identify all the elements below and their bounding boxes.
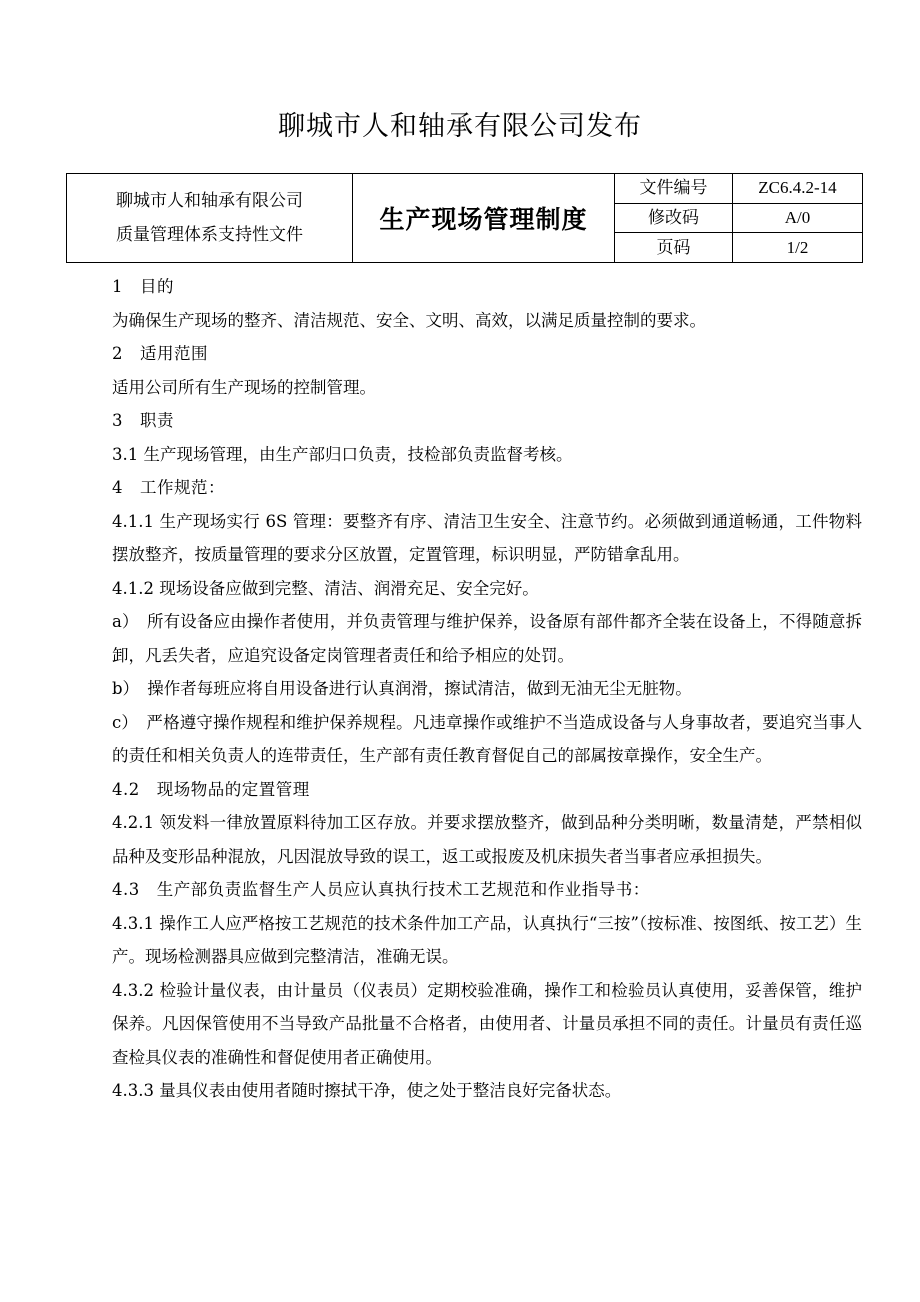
section-heading: 1 目的 bbox=[112, 277, 174, 296]
list-item: a） 所有设备应由操作者使用，并负责管理与维护保养，设备原有部件都齐全装在设备上，不得随意拆卸，凡丢失者，应追究设备定岗管理者责任和给予相应的处罚。 bbox=[112, 612, 862, 665]
company-name: 聊城市人和轴承有限公司 bbox=[116, 191, 303, 211]
publisher-title: 聊城市人和轴承有限公司发布 bbox=[278, 111, 642, 142]
revision-value: A/0 bbox=[733, 203, 863, 233]
page-label: 页码 bbox=[615, 233, 733, 263]
document-title: 生产现场管理制度 bbox=[353, 174, 615, 263]
revision-label: 修改码 bbox=[615, 203, 733, 233]
paragraph: 4.2.1 领发料一律放置原料待加工区存放。并要求摆放整齐，做到品种分类明晰，数量清楚，严禁相似品种及变形品种混放，凡因混放导致的误工，返工或报废及机床损失者当事者应承担损失。 bbox=[112, 813, 862, 866]
paragraph: 3.1 生产现场管理，由生产部归口负责，技检部负责监督考核。 bbox=[112, 444, 573, 464]
document-header-table bbox=[66, 173, 863, 263]
paragraph: 为确保生产现场的整齐、清洁规范、安全、文明、高效，以满足质量控制的要求。 bbox=[112, 310, 706, 330]
section-heading: 2 适用范围 bbox=[112, 344, 208, 363]
section-heading: 4.2 现场物品的定置管理 bbox=[112, 779, 310, 799]
document-body bbox=[112, 270, 862, 1108]
system-document-label: 质量管理体系支持性文件 bbox=[116, 225, 303, 245]
section-heading: 4 工作规范： bbox=[112, 478, 225, 497]
paragraph: 4.1.1 生产现场实行 6S 管理：要整齐有序、清洁卫生安全、注意节约。必须做到通道畅通，工件物料摆放整齐，按质量管理的要求分区放置，定置管理，标识明显，严防错拿乱用。 bbox=[112, 511, 862, 564]
list-item: b） 操作者每班应将自用设备进行认真润滑，擦试清洁，做到无油无尘无脏物。 bbox=[112, 679, 692, 698]
page-value: 1/2 bbox=[733, 233, 863, 263]
section-heading: 3 职责 bbox=[112, 411, 174, 430]
doc-number-value: ZC6.4.2-14 bbox=[733, 174, 863, 204]
doc-number-label: 文件编号 bbox=[615, 174, 733, 204]
list-item: c） 严格遵守操作规程和维护保养规程。凡违章操作或维护不当造成设备与人身事故者，要追究当事人的责任和相关负责人的连带责任，生产部有责任教育督促自己的部属按章操作，安全生产。 bbox=[112, 712, 862, 765]
paragraph: 4.3.2 检验计量仪表，由计量员（仪表员）定期校验准确，操作工和检验员认真使用，妥善保管，维护保养。凡因保管使用不当导致产品批量不合格者，由使用者、计量员承担不同的责任。计量员有责任巡查检具仪表的准确性和督促使用者正确使用。 bbox=[112, 980, 862, 1067]
section-heading: 4.3 生产部负责监督生产人员应认真执行技术工艺规范和作业指导书： bbox=[112, 880, 650, 899]
paragraph: 4.3.3 量具仪表由使用者随时擦拭干净，使之处于整洁良好完备状态。 bbox=[112, 1081, 622, 1100]
paragraph: 4.3.1 操作工人应严格按工艺规范的技术条件加工产品，认真执行“三按”（按标准、按图纸、按工艺）生产。现场检测器具应做到完整清洁，准确无误。 bbox=[112, 913, 862, 966]
paragraph: 适用公司所有生产现场的控制管理。 bbox=[112, 377, 376, 397]
paragraph: 4.1.2 现场设备应做到完整、清洁、润滑充足、安全完好。 bbox=[112, 578, 539, 598]
company-info-cell bbox=[67, 174, 353, 263]
